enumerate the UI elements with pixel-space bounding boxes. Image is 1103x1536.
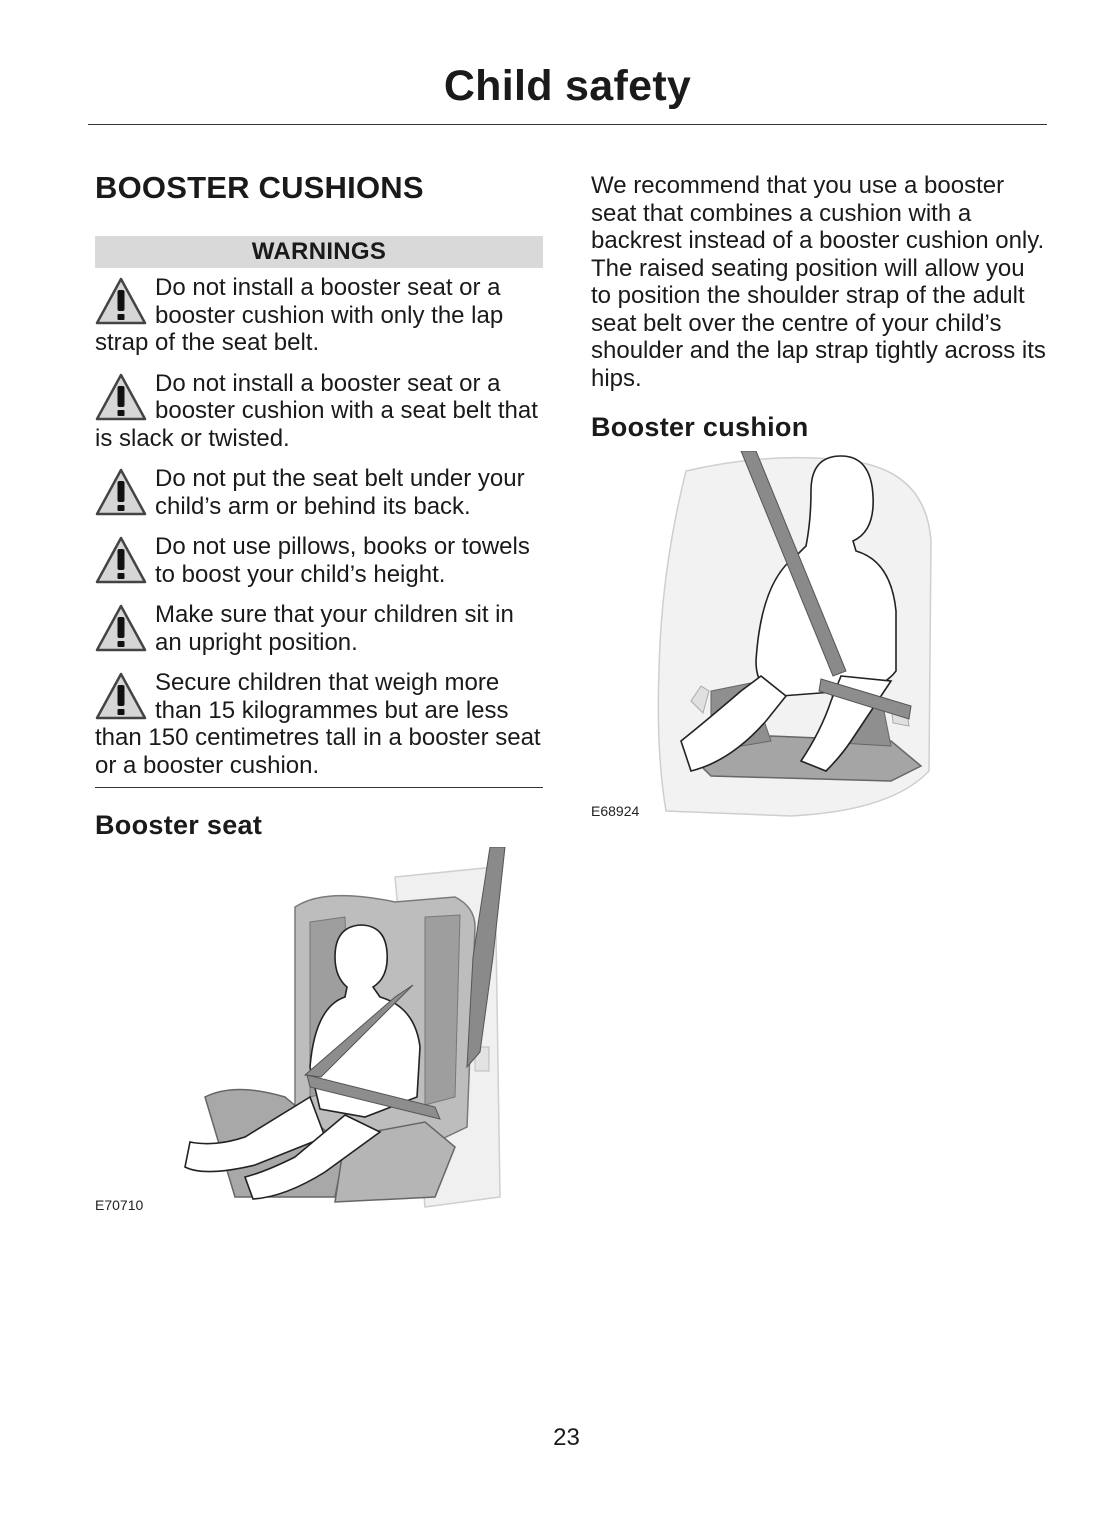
warnings-header: WARNINGS [95,236,543,268]
warning-item [95,601,543,656]
booster-seat-figure [95,847,543,1247]
title-divider [88,124,1047,125]
booster-seat-illustration [95,847,543,1227]
warning-triangle-icon [95,603,147,653]
warning-item [95,274,543,357]
booster-cushion-heading: Booster cushion [591,412,809,442]
warning-triangle-icon [95,535,147,585]
warning-text: Secure children that weigh more than 15 kilogrammes but are less than 150 centimetres tall in a booster seat or a booster cushion. [95,669,541,779]
warning-triangle-icon [95,467,147,517]
section-heading: BOOSTER CUSHIONS [95,170,424,205]
booster-cushion-figure [591,451,1051,851]
warning-item [95,370,543,453]
page-number: 23 [553,1424,580,1451]
booster-cushion-illustration [591,451,1051,831]
warning-text: Do not use pillows, books or towels to boost your child’s height. [155,533,530,588]
warning-text: Do not put the seat belt under your child’s arm or behind its back. [155,465,525,520]
left-column [95,170,543,1247]
recommendation-paragraph: We recommend that you use a booster seat that combines a cushion with a backrest instead of a booster cushion only. The raised seating position will allow you to position the shoulder strap of the adult seat belt over the centre of your child’s shoulder and the lap strap tightly across its hips. [591,172,1046,392]
warning-item [95,669,543,779]
figure-code: E70710 [95,1197,144,1213]
warning-triangle-icon [95,671,147,721]
booster-seat-heading: Booster seat [95,810,263,840]
warning-text: Make sure that your children sit in an upright position. [155,601,514,656]
figure-code: E68924 [591,803,640,819]
warning-item [95,533,543,588]
warning-triangle-icon [95,276,147,326]
warnings-end-rule [95,787,543,788]
page-title: Child safety [443,62,692,110]
right-column [591,172,1051,851]
warning-item [95,465,543,520]
warning-triangle-icon [95,372,147,422]
warnings-list [95,274,543,779]
warning-text: Do not install a booster seat or a booster cushion with a seat belt that is slack or twisted. [95,369,538,452]
warning-text: Do not install a booster seat or a booster cushion with only the lap strap of the seat belt. [95,274,504,356]
